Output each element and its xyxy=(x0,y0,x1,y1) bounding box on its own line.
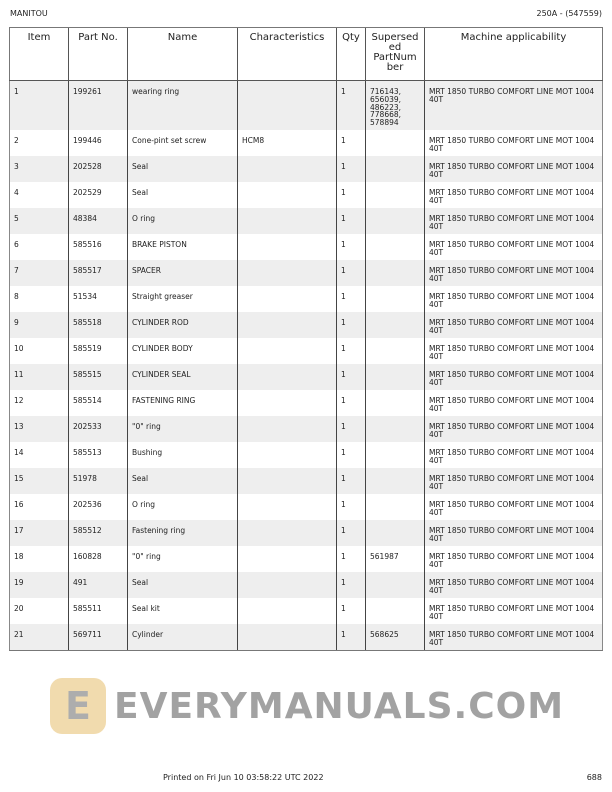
cell-superseded xyxy=(366,520,425,546)
cell-superseded xyxy=(366,468,425,494)
cell-superseded xyxy=(366,286,425,312)
cell-item: 7 xyxy=(10,260,69,286)
cell-item: 17 xyxy=(10,520,69,546)
cell-item: 3 xyxy=(10,156,69,182)
table-row xyxy=(10,156,603,182)
cell-superseded: 561987 xyxy=(366,546,425,572)
cell-machine-applicability: MRT 1850 TURBO COMFORT LINE MOT 1004 40T xyxy=(425,442,603,468)
cell-part-no: 199446 xyxy=(69,130,128,156)
cell-name: CYLINDER ROD xyxy=(128,312,238,338)
cell-superseded xyxy=(366,494,425,520)
table-row xyxy=(10,624,603,651)
cell-item: 10 xyxy=(10,338,69,364)
cell-name: Fastening ring xyxy=(128,520,238,546)
cell-name: Seal xyxy=(128,468,238,494)
cell-qty: 1 xyxy=(337,598,366,624)
cell-name: BRAKE PISTON xyxy=(128,234,238,260)
table-row xyxy=(10,364,603,390)
cell-characteristics xyxy=(238,390,337,416)
table-row xyxy=(10,208,603,234)
cell-name: FASTENING RING xyxy=(128,390,238,416)
brand-label: MANITOU xyxy=(10,9,48,18)
cell-part-no: 569711 xyxy=(69,624,128,651)
cell-part-no: 585512 xyxy=(69,520,128,546)
table-row xyxy=(10,338,603,364)
cell-superseded xyxy=(366,390,425,416)
col-superseded: Supersed ed PartNum ber xyxy=(366,28,425,81)
cell-superseded xyxy=(366,312,425,338)
cell-item: 8 xyxy=(10,286,69,312)
cell-qty: 1 xyxy=(337,234,366,260)
cell-part-no: 51534 xyxy=(69,286,128,312)
col-name: Name xyxy=(128,28,238,81)
cell-superseded xyxy=(366,442,425,468)
cell-item: 18 xyxy=(10,546,69,572)
cell-name: Seal xyxy=(128,156,238,182)
table-row xyxy=(10,572,603,598)
cell-part-no: 199261 xyxy=(69,81,128,131)
table-row xyxy=(10,598,603,624)
cell-qty: 1 xyxy=(337,572,366,598)
table-row xyxy=(10,182,603,208)
cell-name: Seal xyxy=(128,182,238,208)
cell-characteristics xyxy=(238,182,337,208)
cell-machine-applicability: MRT 1850 TURBO COMFORT LINE MOT 1004 40T xyxy=(425,260,603,286)
cell-qty: 1 xyxy=(337,81,366,131)
cell-machine-applicability: MRT 1850 TURBO COMFORT LINE MOT 1004 40T xyxy=(425,156,603,182)
cell-name: Seal kit xyxy=(128,598,238,624)
cell-item: 13 xyxy=(10,416,69,442)
cell-part-no: 585515 xyxy=(69,364,128,390)
table-row xyxy=(10,286,603,312)
cell-item: 6 xyxy=(10,234,69,260)
cell-qty: 1 xyxy=(337,624,366,651)
cell-machine-applicability: MRT 1850 TURBO COMFORT LINE MOT 1004 40T xyxy=(425,312,603,338)
cell-part-no: 202528 xyxy=(69,156,128,182)
cell-characteristics xyxy=(238,286,337,312)
cell-part-no: 585518 xyxy=(69,312,128,338)
watermark xyxy=(50,678,564,734)
col-qty: Qty xyxy=(337,28,366,81)
cell-part-no: 491 xyxy=(69,572,128,598)
cell-characteristics xyxy=(238,312,337,338)
cell-machine-applicability: MRT 1850 TURBO COMFORT LINE MOT 1004 40T xyxy=(425,234,603,260)
cell-qty: 1 xyxy=(337,442,366,468)
cell-part-no: 585513 xyxy=(69,442,128,468)
cell-qty: 1 xyxy=(337,156,366,182)
cell-qty: 1 xyxy=(337,520,366,546)
cell-characteristics xyxy=(238,260,337,286)
cell-superseded xyxy=(366,156,425,182)
cell-characteristics xyxy=(238,442,337,468)
cell-superseded xyxy=(366,260,425,286)
cell-characteristics xyxy=(238,156,337,182)
cell-characteristics xyxy=(238,416,337,442)
cell-part-no: 160828 xyxy=(69,546,128,572)
cell-item: 2 xyxy=(10,130,69,156)
cell-superseded xyxy=(366,338,425,364)
cell-qty: 1 xyxy=(337,208,366,234)
cell-machine-applicability: MRT 1850 TURBO COMFORT LINE MOT 1004 40T xyxy=(425,208,603,234)
cell-superseded xyxy=(366,572,425,598)
cell-name: O ring xyxy=(128,208,238,234)
cell-item: 19 xyxy=(10,572,69,598)
watermark-text: EVERYMANUALS.COM xyxy=(114,685,565,727)
cell-part-no: 585511 xyxy=(69,598,128,624)
table-row xyxy=(10,494,603,520)
cell-name: "0" ring xyxy=(128,416,238,442)
cell-part-no: 202533 xyxy=(69,416,128,442)
cell-machine-applicability: MRT 1850 TURBO COMFORT LINE MOT 1004 40T xyxy=(425,130,603,156)
cell-machine-applicability: MRT 1850 TURBO COMFORT LINE MOT 1004 40T xyxy=(425,624,603,651)
cell-qty: 1 xyxy=(337,494,366,520)
cell-qty: 1 xyxy=(337,416,366,442)
cell-characteristics xyxy=(238,81,337,131)
cell-item: 11 xyxy=(10,364,69,390)
page-number: 688 xyxy=(586,773,602,782)
cell-item: 16 xyxy=(10,494,69,520)
cell-name: SPACER xyxy=(128,260,238,286)
cell-name: "0" ring xyxy=(128,546,238,572)
cell-characteristics: HCM8 xyxy=(238,130,337,156)
cell-part-no: 51978 xyxy=(69,468,128,494)
table-row xyxy=(10,130,603,156)
cell-characteristics xyxy=(238,338,337,364)
col-characteristics: Characteristics xyxy=(238,28,337,81)
cell-superseded: 716143, 656039, 486223, 778668, 578894 xyxy=(366,81,425,131)
cell-machine-applicability: MRT 1850 TURBO COMFORT LINE MOT 1004 40T xyxy=(425,81,603,131)
cell-name: CYLINDER SEAL xyxy=(128,364,238,390)
table-row xyxy=(10,312,603,338)
cell-machine-applicability: MRT 1850 TURBO COMFORT LINE MOT 1004 40T xyxy=(425,520,603,546)
cell-qty: 1 xyxy=(337,286,366,312)
cell-part-no: 585519 xyxy=(69,338,128,364)
cell-characteristics xyxy=(238,208,337,234)
col-item: Item xyxy=(10,28,69,81)
cell-superseded xyxy=(366,234,425,260)
cell-qty: 1 xyxy=(337,546,366,572)
cell-item: 9 xyxy=(10,312,69,338)
cell-superseded xyxy=(366,364,425,390)
cell-characteristics xyxy=(238,468,337,494)
cell-name: O ring xyxy=(128,494,238,520)
table-row xyxy=(10,546,603,572)
cell-qty: 1 xyxy=(337,390,366,416)
table-header-row xyxy=(10,28,603,81)
cell-qty: 1 xyxy=(337,312,366,338)
table-row xyxy=(10,81,603,131)
section-label: 250A - (547559) xyxy=(536,9,602,18)
cell-characteristics xyxy=(238,520,337,546)
cell-name: wearing ring xyxy=(128,81,238,131)
cell-item: 5 xyxy=(10,208,69,234)
cell-machine-applicability: MRT 1850 TURBO COMFORT LINE MOT 1004 40T xyxy=(425,546,603,572)
cell-qty: 1 xyxy=(337,182,366,208)
cell-superseded xyxy=(366,182,425,208)
cell-machine-applicability: MRT 1850 TURBO COMFORT LINE MOT 1004 40T xyxy=(425,572,603,598)
cell-part-no: 48384 xyxy=(69,208,128,234)
cell-machine-applicability: MRT 1850 TURBO COMFORT LINE MOT 1004 40T xyxy=(425,468,603,494)
cell-qty: 1 xyxy=(337,364,366,390)
cell-item: 15 xyxy=(10,468,69,494)
watermark-logo-icon: E xyxy=(50,678,106,734)
table-row xyxy=(10,468,603,494)
cell-machine-applicability: MRT 1850 TURBO COMFORT LINE MOT 1004 40T xyxy=(425,416,603,442)
cell-superseded xyxy=(366,130,425,156)
table-row xyxy=(10,260,603,286)
table-row xyxy=(10,442,603,468)
cell-characteristics xyxy=(238,494,337,520)
cell-name: Bushing xyxy=(128,442,238,468)
cell-name: Cylinder xyxy=(128,624,238,651)
cell-item: 4 xyxy=(10,182,69,208)
cell-qty: 1 xyxy=(337,338,366,364)
col-machine: Machine applicability xyxy=(425,28,603,81)
parts-table xyxy=(9,27,603,651)
cell-part-no: 585517 xyxy=(69,260,128,286)
table-row xyxy=(10,416,603,442)
cell-part-no: 585514 xyxy=(69,390,128,416)
cell-machine-applicability: MRT 1850 TURBO COMFORT LINE MOT 1004 40T xyxy=(425,364,603,390)
cell-superseded xyxy=(366,208,425,234)
cell-name: Cone-pint set screw xyxy=(128,130,238,156)
cell-characteristics xyxy=(238,546,337,572)
cell-superseded xyxy=(366,598,425,624)
table-row xyxy=(10,234,603,260)
printed-date: Printed on Fri Jun 10 03:58:22 UTC 2022 xyxy=(163,773,324,782)
cell-item: 12 xyxy=(10,390,69,416)
cell-item: 20 xyxy=(10,598,69,624)
cell-superseded xyxy=(366,416,425,442)
cell-item: 14 xyxy=(10,442,69,468)
cell-machine-applicability: MRT 1850 TURBO COMFORT LINE MOT 1004 40T xyxy=(425,182,603,208)
cell-qty: 1 xyxy=(337,130,366,156)
cell-characteristics xyxy=(238,572,337,598)
cell-characteristics xyxy=(238,598,337,624)
cell-machine-applicability: MRT 1850 TURBO COMFORT LINE MOT 1004 40T xyxy=(425,598,603,624)
cell-machine-applicability: MRT 1850 TURBO COMFORT LINE MOT 1004 40T xyxy=(425,286,603,312)
cell-characteristics xyxy=(238,364,337,390)
cell-part-no: 202529 xyxy=(69,182,128,208)
cell-part-no: 202536 xyxy=(69,494,128,520)
cell-item: 21 xyxy=(10,624,69,651)
cell-machine-applicability: MRT 1850 TURBO COMFORT LINE MOT 1004 40T xyxy=(425,338,603,364)
cell-item: 1 xyxy=(10,81,69,131)
cell-name: CYLINDER BODY xyxy=(128,338,238,364)
cell-name: Straight greaser xyxy=(128,286,238,312)
cell-name: Seal xyxy=(128,572,238,598)
table-row xyxy=(10,390,603,416)
cell-machine-applicability: MRT 1850 TURBO COMFORT LINE MOT 1004 40T xyxy=(425,390,603,416)
cell-characteristics xyxy=(238,234,337,260)
cell-superseded: 568625 xyxy=(366,624,425,651)
cell-qty: 1 xyxy=(337,468,366,494)
cell-characteristics xyxy=(238,624,337,651)
col-part-no: Part No. xyxy=(69,28,128,81)
cell-part-no: 585516 xyxy=(69,234,128,260)
table-row xyxy=(10,520,603,546)
cell-qty: 1 xyxy=(337,260,366,286)
cell-machine-applicability: MRT 1850 TURBO COMFORT LINE MOT 1004 40T xyxy=(425,494,603,520)
